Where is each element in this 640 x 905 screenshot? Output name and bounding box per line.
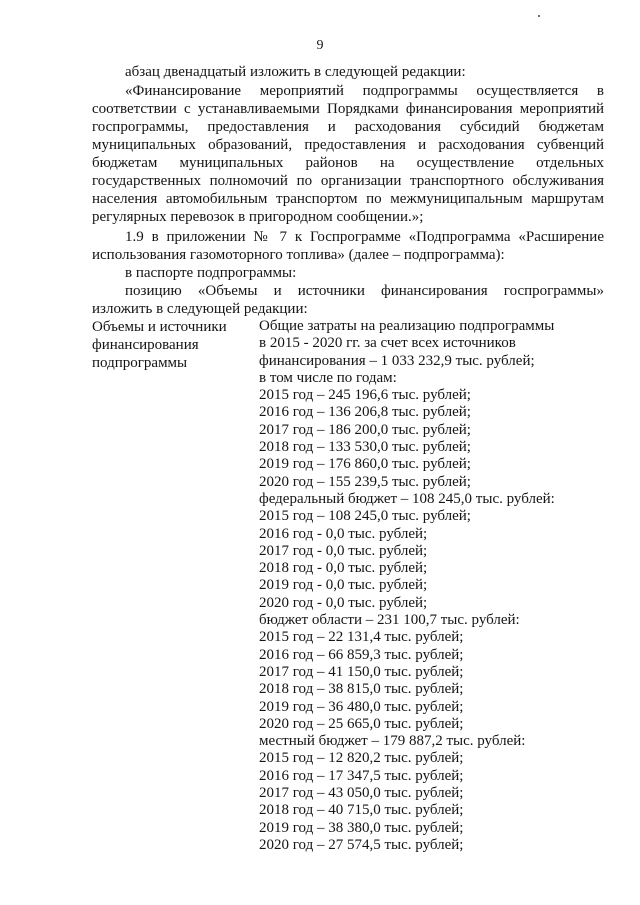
paragraph-line: муниципальных образований, предоставления и расходования субвенций xyxy=(92,137,604,153)
right-cell-line: 2019 год – 36 480,0 тыс. рублей; xyxy=(259,698,464,715)
right-cell-line: 2016 год – 17 347,5 тыс. рублей; xyxy=(259,767,464,784)
right-cell-line: 2019 год – 38 380,0 тыс. рублей; xyxy=(259,819,464,836)
right-cell-line: 2019 год – 176 860,0 тыс. рублей; xyxy=(259,456,471,473)
right-cell-line: 2017 год – 186 200,0 тыс. рублей; xyxy=(259,421,471,438)
right-cell-line: 2016 год - 0,0 тыс. рублей; xyxy=(259,525,428,542)
right-cell-line: федеральный бюджет – 108 245,0 тыс. рублей: xyxy=(259,490,555,507)
passport-line: в паспорте подпрограммы: xyxy=(125,265,297,281)
right-cell-line: 2020 год – 25 665,0 тыс. рублей; xyxy=(259,715,464,732)
right-cell-line: 2017 год – 43 050,0 тыс. рублей; xyxy=(259,785,464,802)
position-line: позицию «Объемы и источники финансирования госпрограммы» xyxy=(125,283,604,299)
right-cell-line: местный бюджет – 179 887,2 тыс. рублей: xyxy=(259,733,526,750)
left-cell-line: Объемы и источники xyxy=(92,319,227,335)
right-cell-line: 2018 год – 40 715,0 тыс. рублей; xyxy=(259,802,464,819)
page-number: 9 xyxy=(316,38,324,53)
right-cell-line: 2017 год – 41 150,0 тыс. рублей; xyxy=(259,663,464,680)
intro-line: абзац двенадцатый изложить в следующей редакции: xyxy=(125,64,466,80)
right-cell-line: бюджет области – 231 100,7 тыс. рублей: xyxy=(259,612,520,629)
table-left-cell xyxy=(92,318,252,372)
paragraph-line: бюджетам муниципальных районов на осуществление отдельных xyxy=(92,155,604,171)
right-cell-line: 2019 год - 0,0 тыс. рублей; xyxy=(259,577,428,594)
right-cell-line: финансирования – 1 033 232,9 тыс. рублей; xyxy=(259,352,535,369)
right-cell-line: 2018 год - 0,0 тыс. рублей; xyxy=(259,560,428,577)
item-1-9-line: использования газомоторного топлива» (далее – подпрограмма): xyxy=(92,247,505,263)
right-cell-line: Общие затраты на реализацию подпрограммы xyxy=(259,318,555,334)
paragraph-line: соответствии с устанавливаемыми Порядками финансирования мероприятий xyxy=(92,101,604,117)
right-cell-line: 2016 год – 66 859,3 тыс. рублей; xyxy=(259,646,464,663)
right-cell-line: в том числе по годам: xyxy=(259,369,397,386)
right-cell-line: 2015 год – 12 820,2 тыс. рублей; xyxy=(259,750,464,767)
right-cell-line: 2018 год – 133 530,0 тыс. рублей; xyxy=(259,439,471,456)
right-cell-line: 2020 год – 27 574,5 тыс. рублей; xyxy=(259,836,464,853)
left-cell-line: финансирования xyxy=(92,337,199,353)
paragraph-line: населения автомобильным транспортом по межмуниципальным маршрутам xyxy=(92,191,604,207)
position-line: изложить в следующей редакции: xyxy=(92,301,308,317)
left-cell-line: подпрограммы xyxy=(92,355,188,371)
right-cell-line: 2017 год - 0,0 тыс. рублей; xyxy=(259,542,428,559)
right-cell-line: 2020 год – 155 239,5 тыс. рублей; xyxy=(259,473,471,490)
paragraph-line: «Финансирование мероприятий подпрограммы осуществляется в xyxy=(125,83,604,99)
right-cell-line: 2015 год – 108 245,0 тыс. рублей; xyxy=(259,508,471,525)
paragraph-line: государственных полномочий по организации транспортного обслуживания xyxy=(92,173,604,189)
paragraph-line: регулярных перевозок в пригородном сообщении.»; xyxy=(92,209,424,225)
paragraph-line: госпрограммы, предоставления и расходования субсидий бюджетам xyxy=(92,119,604,135)
right-cell-line: 2016 год – 136 206,8 тыс. рублей; xyxy=(259,404,471,421)
right-cell-line: 2018 год – 38 815,0 тыс. рублей; xyxy=(259,681,464,698)
scan-speck xyxy=(538,15,540,17)
right-cell-line: 2015 год – 22 131,4 тыс. рублей; xyxy=(259,629,464,646)
right-cell-line: 2020 год - 0,0 тыс. рублей; xyxy=(259,594,428,611)
table-right-cell xyxy=(259,318,604,854)
item-1-9-line: 1.9 в приложении № 7 к Госпрограмме «Подпрограмма «Расширение xyxy=(125,229,604,245)
right-cell-line: 2015 год – 245 196,6 тыс. рублей; xyxy=(259,387,471,404)
right-cell-line: в 2015 - 2020 гг. за счет всех источников xyxy=(259,335,516,352)
